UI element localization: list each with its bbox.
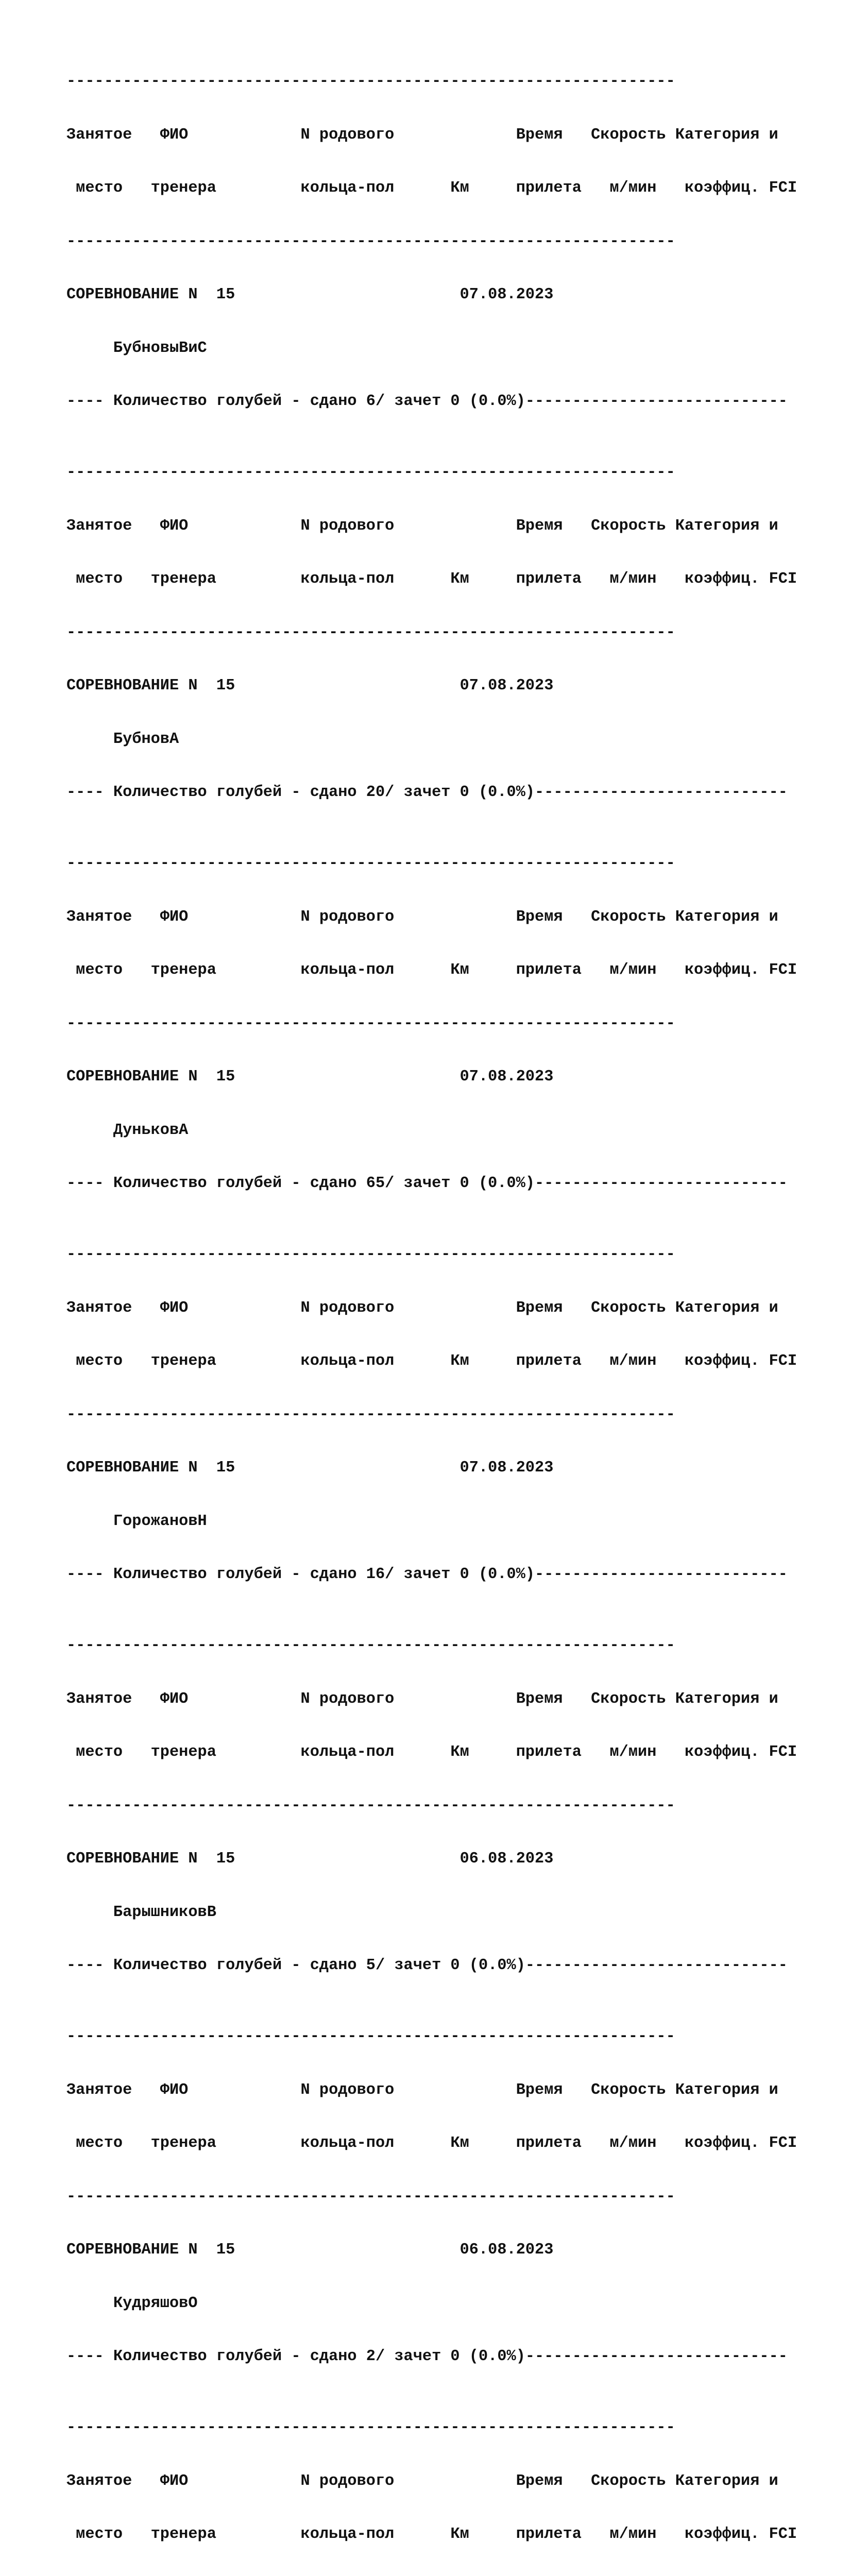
separator-rule: ----------------------------------------------------------------- [66, 232, 675, 250]
column-header-row-1: Занятое ФИО N родового Время Скорость Категория и [66, 1299, 778, 1317]
column-header-row-2: место тренера кольца-пол Км прилета м/мин коэффиц. FCI [66, 2526, 797, 2543]
competition-line: СОРЕВНОВАНИЕ N 15 07.08.2023 [66, 677, 554, 694]
column-header-row-1: Занятое ФИО N родового Время Скорость Категория и [66, 126, 778, 144]
trainer-name: БубновА [66, 730, 179, 748]
competition-line: СОРЕВНОВАНИЕ N 15 07.08.2023 [66, 1068, 554, 1086]
pigeon-count-line: ---- Количество голубей - сдано 2/ зачет 0 (0.0%)---------------------------- [66, 2348, 788, 2365]
competition-line: СОРЕВНОВАНИЕ N 15 07.08.2023 [66, 1459, 554, 1477]
pigeon-count-line: ---- Количество голубей - сдано 6/ зачет 0 (0.0%)---------------------------- [66, 393, 788, 410]
column-header-row-1: Занятое ФИО N родового Время Скорость Категория и [66, 2472, 778, 2490]
separator-rule: ----------------------------------------------------------------- [66, 1014, 675, 1032]
column-header-row-2: место тренера кольца-пол Км прилета м/мин коэффиц. FCI [66, 1743, 797, 1761]
column-header-row-1: Занятое ФИО N родового Время Скорость Категория и [66, 2081, 778, 2099]
column-header-row-2: место тренера кольца-пол Км прилета м/мин коэффиц. FCI [66, 961, 797, 979]
separator-rule: ----------------------------------------------------------------- [66, 2028, 675, 2045]
pigeon-count-line: ---- Количество голубей - сдано 5/ зачет 0 (0.0%)---------------------------- [66, 1957, 788, 1974]
trainer-name: ГорожановН [66, 1512, 207, 1530]
separator-rule: ----------------------------------------------------------------- [66, 2188, 675, 2206]
separator-rule: ----------------------------------------------------------------- [66, 1405, 675, 1423]
column-header-row-2: место тренера кольца-пол Км прилета м/мин коэффиц. FCI [66, 570, 797, 588]
separator-rule: ----------------------------------------------------------------- [66, 1246, 675, 1263]
separator-rule: ----------------------------------------------------------------- [66, 73, 675, 90]
column-header-row-1: Занятое ФИО N родового Время Скорость Категория и [66, 908, 778, 926]
pigeon-count-line: ---- Количество голубей - сдано 16/ зачет 0 (0.0%)--------------------------- [66, 1566, 788, 1583]
competition-line: СОРЕВНОВАНИЕ N 15 07.08.2023 [66, 286, 554, 303]
pigeon-count-line: ---- Количество голубей - сдано 65/ зачет 0 (0.0%)--------------------------- [66, 1175, 788, 1192]
pigeon-count-line: ---- Количество голубей - сдано 20/ зачет 0 (0.0%)--------------------------- [66, 784, 788, 801]
trainer-name: КудряшовО [66, 2294, 198, 2312]
trainer-name: ДуньковА [66, 1121, 189, 1139]
column-header-row-2: место тренера кольца-пол Км прилета м/мин коэффиц. FCI [66, 1352, 797, 1370]
competition-line: СОРЕВНОВАНИЕ N 15 06.08.2023 [66, 2241, 554, 2259]
competition-line: СОРЕВНОВАНИЕ N 15 06.08.2023 [66, 1850, 554, 1868]
column-header-row-2: место тренера кольца-пол Км прилета м/мин коэффиц. FCI [66, 2134, 797, 2152]
separator-rule: ----------------------------------------------------------------- [66, 623, 675, 641]
separator-rule: ----------------------------------------------------------------- [66, 1797, 675, 1815]
column-header-row-1: Занятое ФИО N родового Время Скорость Категория и [66, 517, 778, 535]
separator-rule: ----------------------------------------------------------------- [66, 855, 675, 872]
column-header-row-2: место тренера кольца-пол Км прилета м/мин коэффиц. FCI [66, 179, 797, 197]
column-header-row-1: Занятое ФИО N родового Время Скорость Категория и [66, 1690, 778, 1708]
race-results-report [66, 37, 839, 2576]
separator-rule: ----------------------------------------------------------------- [66, 2419, 675, 2436]
trainer-name: БубновыВиС [66, 339, 207, 357]
separator-rule: ----------------------------------------------------------------- [66, 1637, 675, 1654]
trainer-name: БарышниковВ [66, 1903, 216, 1921]
separator-rule: ----------------------------------------------------------------- [66, 464, 675, 481]
